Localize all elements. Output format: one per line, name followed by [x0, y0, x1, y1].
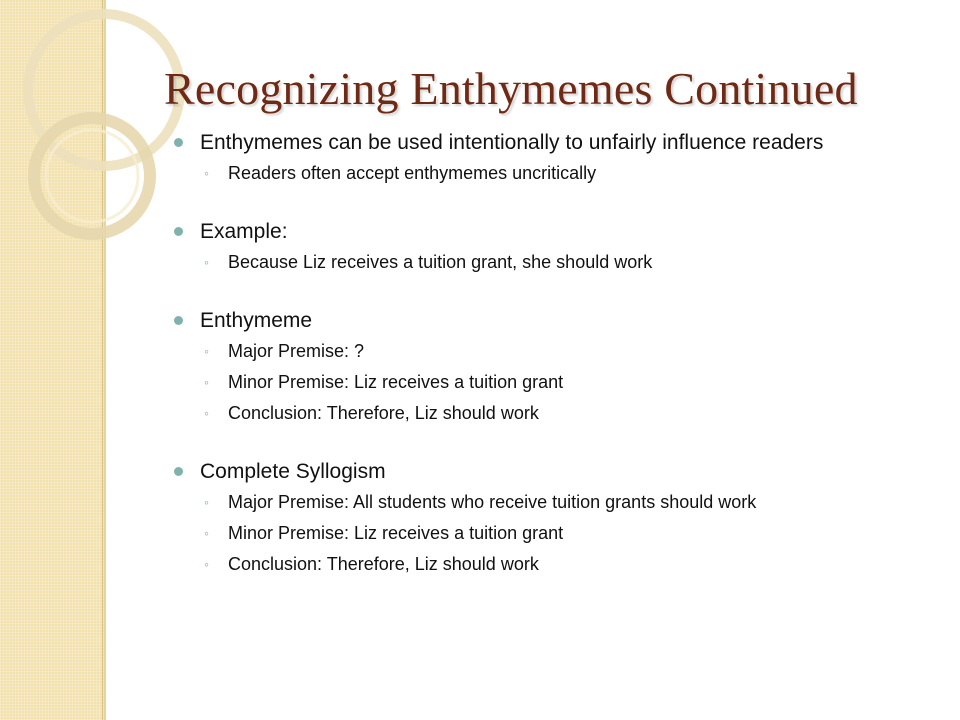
sub-bullet-text: Readers often accept enthymemes uncritically — [228, 163, 597, 183]
bullet-dot-icon — [174, 316, 183, 325]
bullet-group-intentional-use — [170, 128, 930, 189]
bullet-item — [170, 306, 930, 336]
slide-body — [170, 128, 930, 608]
sub-bullet-text: Conclusion: Therefore, Liz should work — [228, 403, 539, 423]
sub-bullet-text: Because Liz receives a tuition grant, she should work — [228, 252, 653, 272]
bullet-group-example — [170, 217, 930, 278]
sub-bullet-text: Conclusion: Therefore, Liz should work — [228, 554, 539, 574]
bullet-dot-icon — [174, 138, 183, 147]
sub-bullet-text: Minor Premise: Liz receives a tuition grant — [228, 523, 564, 543]
bullet-text: Complete Syllogism — [200, 460, 386, 483]
sub-bullet-circle-icon: ◦ — [204, 556, 209, 572]
bullet-item — [170, 217, 930, 247]
sub-bullet-item — [170, 549, 930, 580]
bullet-item — [170, 128, 930, 158]
sub-bullet-circle-icon: ◦ — [204, 525, 209, 541]
bullet-item — [170, 457, 930, 487]
sub-bullet-item — [170, 336, 930, 367]
sub-bullet-text: Major Premise: ? — [228, 341, 365, 361]
bullet-text: Enthymemes can be used intentionally to unfairly influence readers — [200, 131, 824, 154]
sidebar-edge — [104, 0, 106, 720]
decorative-sidebar — [0, 0, 104, 720]
bullet-text: Enthymeme — [200, 309, 313, 332]
sub-bullet-circle-icon: ◦ — [204, 494, 209, 510]
sub-bullet-item — [170, 398, 930, 429]
sub-bullet-item — [170, 367, 930, 398]
sub-bullet-item — [170, 247, 930, 278]
sub-bullet-circle-icon: ◦ — [204, 254, 209, 270]
slide-title: Recognizing Enthymemes Continued — [164, 63, 858, 114]
sidebar-rule — [102, 0, 103, 720]
bullet-dot-icon — [174, 467, 183, 476]
sub-bullet-circle-icon: ◦ — [204, 343, 209, 359]
sub-bullet-text: Minor Premise: Liz receives a tuition grant — [228, 372, 564, 392]
sub-bullet-circle-icon: ◦ — [204, 405, 209, 421]
sub-bullet-circle-icon: ◦ — [204, 374, 209, 390]
sub-bullet-item — [170, 518, 930, 549]
sub-bullet-item — [170, 158, 930, 189]
bullet-dot-icon — [174, 227, 183, 236]
bullet-group-complete-syllogism — [170, 457, 930, 580]
sub-bullet-text: Major Premise: All students who receive tuition grants should work — [228, 492, 757, 512]
sub-bullet-circle-icon: ◦ — [204, 165, 209, 181]
sub-bullet-item — [170, 487, 930, 518]
bullet-text: Example: — [200, 220, 288, 243]
bullet-group-enthymeme — [170, 306, 930, 429]
